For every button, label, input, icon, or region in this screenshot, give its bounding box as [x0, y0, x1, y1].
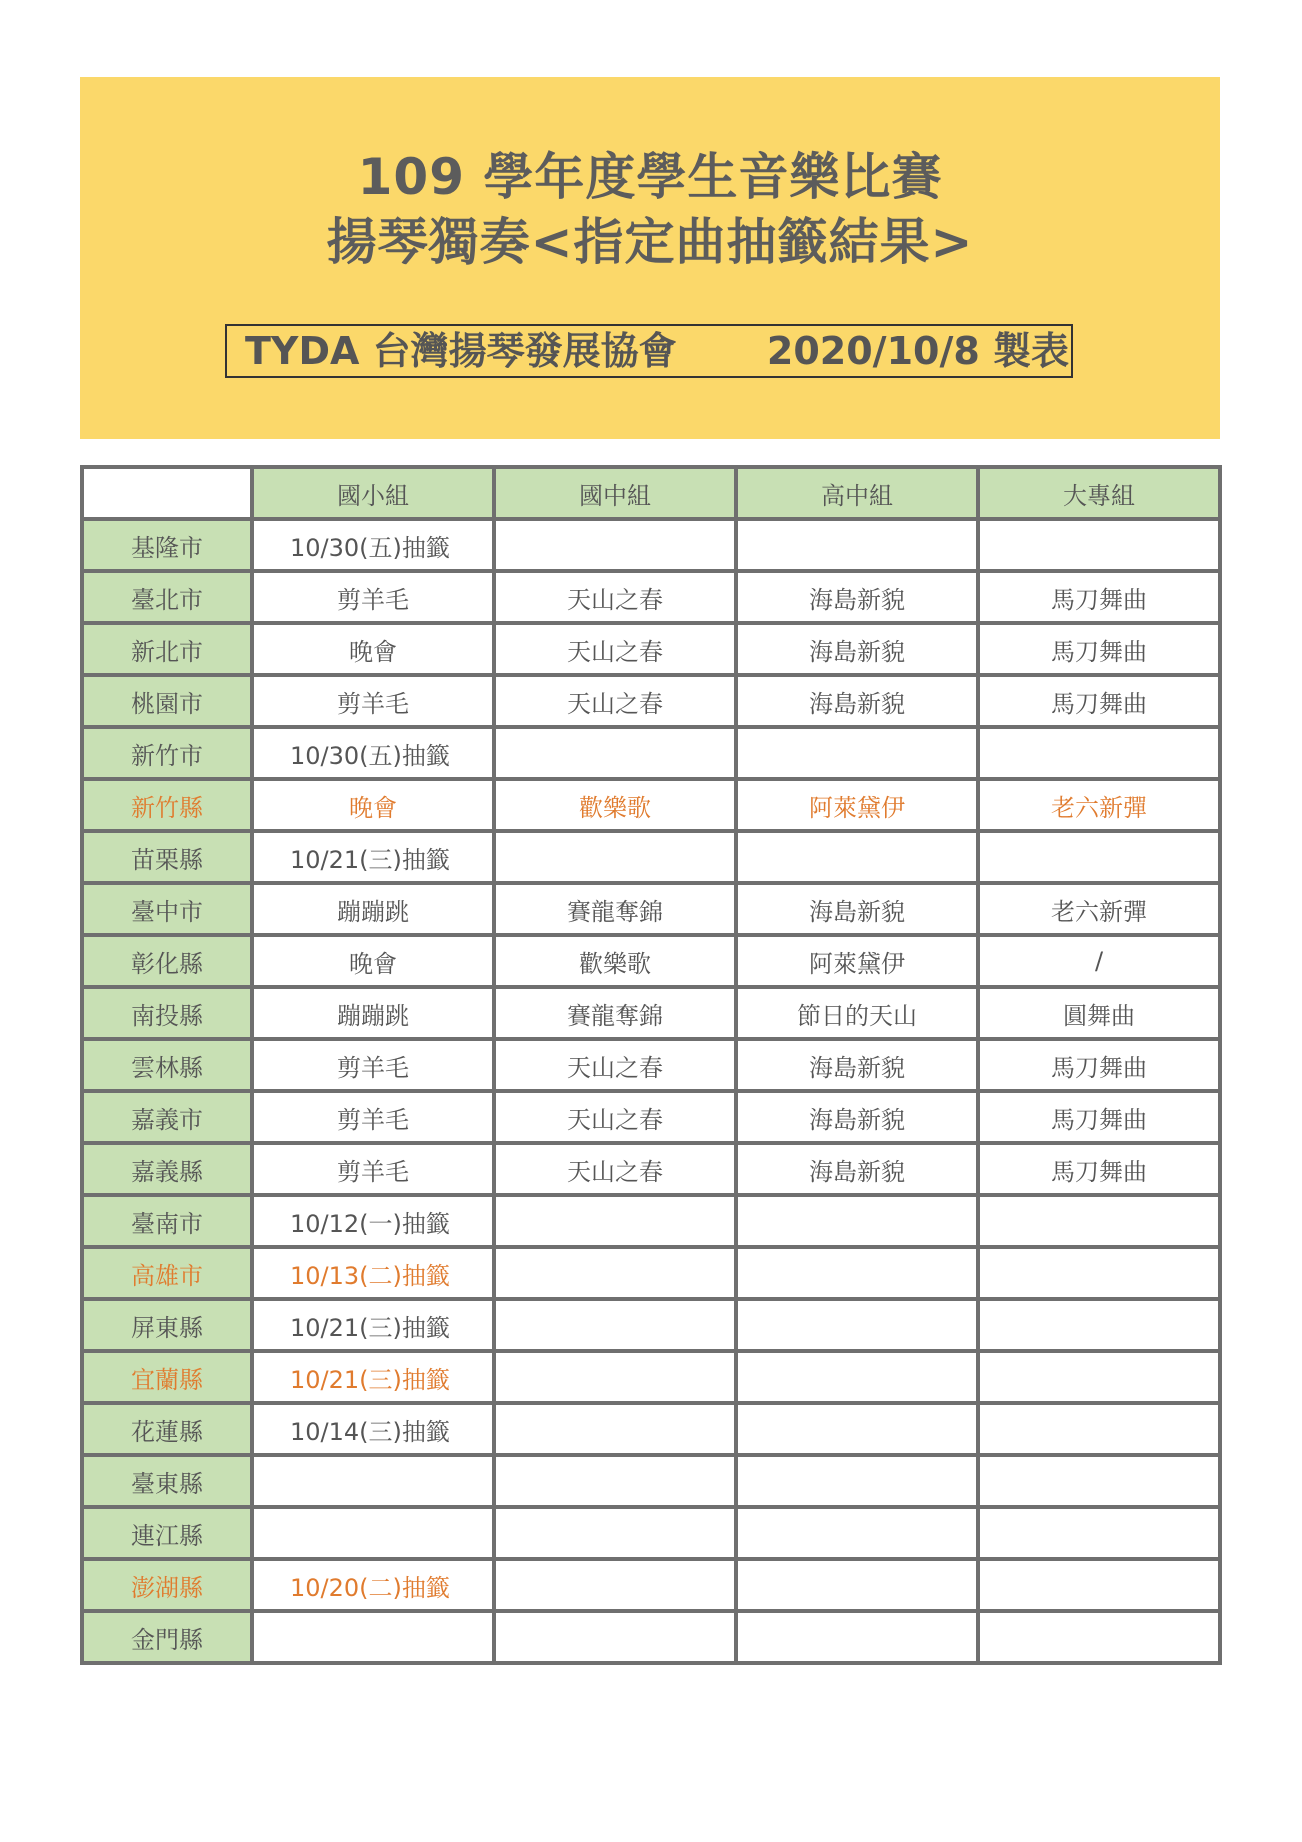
- draw-date-cell: 10/13(二)抽籤: [252, 1247, 494, 1299]
- piece-cell: 賽龍奪錦: [494, 883, 736, 935]
- piece-cell: 圓舞曲: [978, 987, 1220, 1039]
- piece-cell: 馬刀舞曲: [978, 675, 1220, 727]
- empty-cell: [978, 1195, 1220, 1247]
- piece-cell: 馬刀舞曲: [978, 1143, 1220, 1195]
- page-title-line1: 109 學年度學生音樂比賽: [357, 148, 943, 206]
- draw-date-cell: 10/14(三)抽籤: [252, 1403, 494, 1455]
- empty-cell: [978, 519, 1220, 571]
- column-header-junior-high: 國中組: [494, 467, 736, 519]
- table-row: [82, 1195, 1220, 1247]
- made-date: 2020/10/8 製表: [766, 329, 1069, 373]
- empty-cell: [736, 1403, 978, 1455]
- column-header-college: 大專組: [978, 467, 1220, 519]
- piece-cell: 天山之春: [494, 623, 736, 675]
- region-cell: 臺東縣: [82, 1455, 252, 1507]
- region-cell: 彰化縣: [82, 935, 252, 987]
- table-row: [82, 1559, 1220, 1611]
- draw-date-cell: 10/21(三)抽籤: [252, 1299, 494, 1351]
- table-row: [82, 571, 1220, 623]
- region-cell: 宜蘭縣: [82, 1351, 252, 1403]
- piece-cell: 歡樂歌: [494, 779, 736, 831]
- region-cell: 南投縣: [82, 987, 252, 1039]
- region-cell: 屏東縣: [82, 1299, 252, 1351]
- piece-cell: 剪羊毛: [252, 675, 494, 727]
- empty-cell: [736, 1455, 978, 1507]
- empty-cell: [494, 1195, 736, 1247]
- empty-cell: [494, 1455, 736, 1507]
- empty-cell: [736, 1507, 978, 1559]
- region-cell: 新竹市: [82, 727, 252, 779]
- table-row: [82, 675, 1220, 727]
- table-row: [82, 1507, 1220, 1559]
- draw-date-cell: [252, 1507, 494, 1559]
- page-title-line2: 揚琴獨奏<指定曲抽籤結果>: [326, 213, 974, 271]
- piece-cell: 天山之春: [494, 675, 736, 727]
- draw-date-cell: 10/21(三)抽籤: [252, 1351, 494, 1403]
- draw-date-cell: 10/30(五)抽籤: [252, 727, 494, 779]
- piece-cell: 天山之春: [494, 1143, 736, 1195]
- region-cell: 高雄市: [82, 1247, 252, 1299]
- region-cell: 臺南市: [82, 1195, 252, 1247]
- piece-cell: 海島新貌: [736, 571, 978, 623]
- piece-cell: 海島新貌: [736, 1143, 978, 1195]
- empty-cell: [494, 831, 736, 883]
- empty-cell: [978, 831, 1220, 883]
- region-cell: 澎湖縣: [82, 1559, 252, 1611]
- region-cell: 臺中市: [82, 883, 252, 935]
- piece-cell: 剪羊毛: [252, 1091, 494, 1143]
- empty-cell: [978, 1247, 1220, 1299]
- region-cell: 連江縣: [82, 1507, 252, 1559]
- region-cell: 新竹縣: [82, 779, 252, 831]
- piece-cell: 晚會: [252, 779, 494, 831]
- draw-result-table: [80, 465, 1222, 1665]
- empty-cell: [978, 1611, 1220, 1663]
- piece-cell: 海島新貌: [736, 1039, 978, 1091]
- piece-cell: 馬刀舞曲: [978, 1039, 1220, 1091]
- piece-cell: 海島新貌: [736, 883, 978, 935]
- table-row: [82, 1039, 1220, 1091]
- draw-date-cell: 10/21(三)抽籤: [252, 831, 494, 883]
- piece-cell: 蹦蹦跳: [252, 987, 494, 1039]
- table-row: [82, 1299, 1220, 1351]
- empty-cell: [978, 1455, 1220, 1507]
- piece-cell: 蹦蹦跳: [252, 883, 494, 935]
- table-header-row: [82, 467, 1220, 519]
- empty-cell: [736, 727, 978, 779]
- empty-cell: [494, 1559, 736, 1611]
- draw-date-cell: 10/12(一)抽籤: [252, 1195, 494, 1247]
- region-cell: 臺北市: [82, 571, 252, 623]
- piece-cell: 節日的天山: [736, 987, 978, 1039]
- empty-cell: [736, 1247, 978, 1299]
- piece-cell: 剪羊毛: [252, 1143, 494, 1195]
- empty-cell: [978, 1403, 1220, 1455]
- table-row: [82, 831, 1220, 883]
- table-row: [82, 987, 1220, 1039]
- piece-cell: 老六新彈: [978, 883, 1220, 935]
- piece-cell: 海島新貌: [736, 1091, 978, 1143]
- header-banner: [80, 77, 1220, 439]
- table-row: [82, 1455, 1220, 1507]
- table-row: [82, 1351, 1220, 1403]
- piece-cell: 晚會: [252, 623, 494, 675]
- empty-cell: [978, 1351, 1220, 1403]
- column-header-elementary: 國小組: [252, 467, 494, 519]
- table-row: [82, 883, 1220, 935]
- piece-cell: 賽龍奪錦: [494, 987, 736, 1039]
- region-cell: 新北市: [82, 623, 252, 675]
- table-row: [82, 779, 1220, 831]
- empty-cell: [736, 1351, 978, 1403]
- empty-cell: [494, 1403, 736, 1455]
- piece-cell: 海島新貌: [736, 675, 978, 727]
- table-row: [82, 1143, 1220, 1195]
- piece-cell: 剪羊毛: [252, 1039, 494, 1091]
- region-cell: 嘉義市: [82, 1091, 252, 1143]
- region-cell: 苗栗縣: [82, 831, 252, 883]
- empty-cell: [494, 519, 736, 571]
- empty-cell: [736, 1299, 978, 1351]
- table-row: [82, 1247, 1220, 1299]
- empty-cell: [978, 1507, 1220, 1559]
- region-cell: 花蓮縣: [82, 1403, 252, 1455]
- piece-cell: 海島新貌: [736, 623, 978, 675]
- empty-cell: [736, 1611, 978, 1663]
- draw-date-cell: 10/30(五)抽籤: [252, 519, 494, 571]
- piece-cell: 阿萊黛伊: [736, 779, 978, 831]
- empty-cell: [494, 727, 736, 779]
- region-cell: 基隆市: [82, 519, 252, 571]
- empty-cell: [494, 1351, 736, 1403]
- table-row: [82, 935, 1220, 987]
- empty-cell: [978, 727, 1220, 779]
- piece-cell: 天山之春: [494, 571, 736, 623]
- organization-name: TYDA 台灣揚琴發展協會: [245, 329, 677, 373]
- draw-date-cell: [252, 1611, 494, 1663]
- piece-cell: 天山之春: [494, 1039, 736, 1091]
- table-row: [82, 623, 1220, 675]
- table-row: [82, 1611, 1220, 1663]
- table-body: [82, 519, 1220, 1663]
- empty-cell: [494, 1507, 736, 1559]
- piece-cell: 晚會: [252, 935, 494, 987]
- table-row: [82, 1091, 1220, 1143]
- piece-cell: 剪羊毛: [252, 571, 494, 623]
- empty-cell: [736, 831, 978, 883]
- piece-cell: 歡樂歌: [494, 935, 736, 987]
- credit-box: [225, 324, 1073, 378]
- piece-cell: 天山之春: [494, 1091, 736, 1143]
- piece-cell: 馬刀舞曲: [978, 571, 1220, 623]
- empty-cell: [736, 1195, 978, 1247]
- empty-cell: [736, 519, 978, 571]
- piece-cell: 阿萊黛伊: [736, 935, 978, 987]
- empty-cell: [736, 1559, 978, 1611]
- draw-date-cell: [252, 1455, 494, 1507]
- region-cell: 嘉義縣: [82, 1143, 252, 1195]
- empty-cell: [978, 1299, 1220, 1351]
- table-row: [82, 519, 1220, 571]
- region-cell: 金門縣: [82, 1611, 252, 1663]
- empty-cell: [978, 1559, 1220, 1611]
- piece-cell: 老六新彈: [978, 779, 1220, 831]
- piece-cell: 馬刀舞曲: [978, 1091, 1220, 1143]
- draw-date-cell: 10/20(二)抽籤: [252, 1559, 494, 1611]
- empty-cell: [494, 1247, 736, 1299]
- column-header-senior-high: 高中組: [736, 467, 978, 519]
- piece-cell: 馬刀舞曲: [978, 623, 1220, 675]
- region-cell: 桃園市: [82, 675, 252, 727]
- table-row: [82, 1403, 1220, 1455]
- piece-cell: /: [978, 935, 1220, 987]
- empty-cell: [494, 1299, 736, 1351]
- table-row: [82, 727, 1220, 779]
- region-cell: 雲林縣: [82, 1039, 252, 1091]
- corner-cell: [82, 467, 252, 519]
- empty-cell: [494, 1611, 736, 1663]
